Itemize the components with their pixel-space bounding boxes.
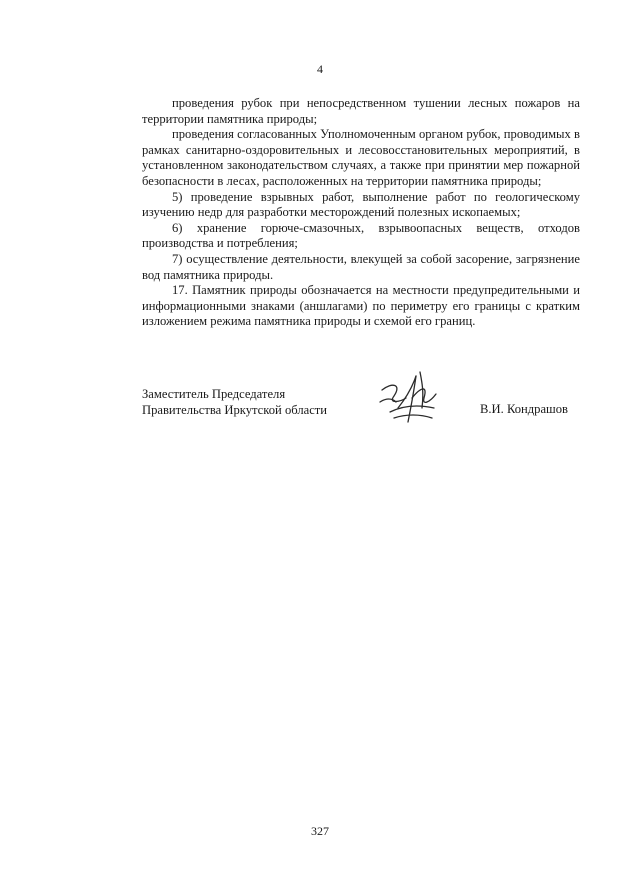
handwritten-signature [372,368,446,430]
paragraph: проведения согласованных Уполномоченным органом рубок, проводимых в рамках санитарно-оздоровительных и лесовосстановительных мероприятий, в установленном законодательством случаях, а также при принятии мер пожарной безопасности в лесах, расположенных на территории памятника природы; [142,127,580,188]
page-number-top: 4 [317,62,323,76]
paragraph: проведения рубок при непосредственном тушении лесных пожаров на территории памятника природы; [142,96,580,126]
page-number-bottom: 327 [311,824,329,838]
signer-position [142,386,327,418]
signer-position-line: Правительства Иркутской области [142,403,328,417]
signer-position-line: Заместитель Председателя [142,387,286,401]
paragraph: 5) проведение взрывных работ, выполнение работ по геологическому изучению недр для разработки месторождений полезных ископаемых; [142,189,580,220]
paragraph: 6) хранение горюче-смазочных, взрывоопасных веществ, отходов производства и потребления; [142,220,580,251]
paragraph: 17. Памятник природы обозначается на местности предупредительными и информационными знаками (аншлагами) по периметру его границы с кратким изложением режима памятника природы и схемой его границ. [142,283,580,329]
document-body [142,96,580,330]
paragraph: 7) осуществление деятельности, влекущей за собой засорение, загрязнение вод памятника природы. [142,251,580,282]
signer-name: В.И. Кондрашов [480,402,568,416]
